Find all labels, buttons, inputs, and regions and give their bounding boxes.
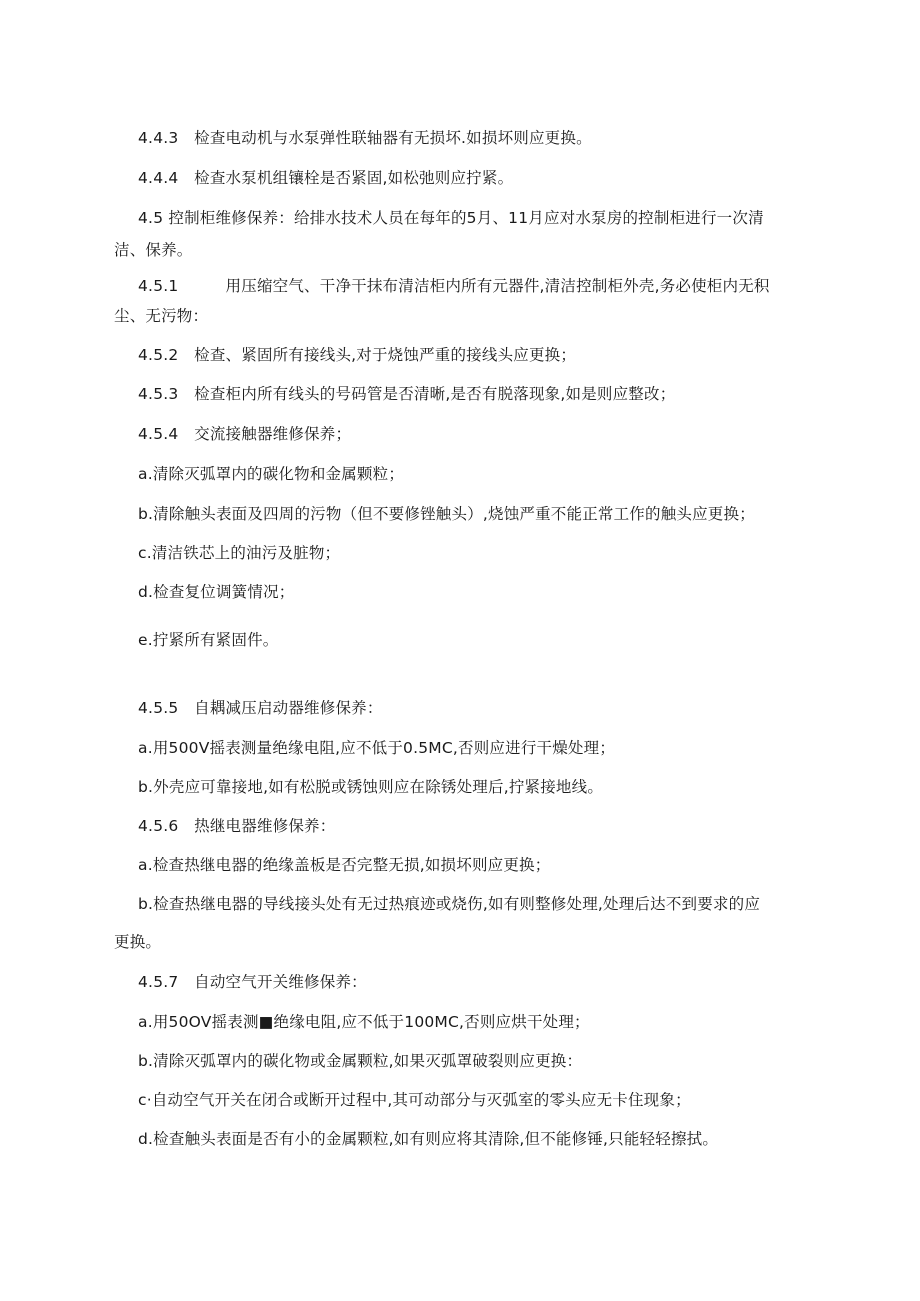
item-4-5-2: 4.5.2 检查、紧固所有接线头,对于烧蚀严重的接线头应更换； xyxy=(138,346,577,364)
item-4-5-4-d: d.检查复位调簧情况； xyxy=(138,583,295,601)
item-4-5-6-b-line-1: b.检查热继电器的导线接头处有无过热痕迹或烧伤,如有则整修处理,处理后达不到要求的应 xyxy=(138,895,761,913)
item-4-5-6-b-line-2: 更换。 xyxy=(114,933,162,951)
item-4-4-4: 4.4.4 检查水泵机组镶栓是否紧固,如松弛则应拧紧。 xyxy=(138,169,514,187)
item-4-5-5: 4.5.5 自耦减压启动器维修保养： xyxy=(138,699,383,717)
item-4-5-4-c: c.清洁铁芯上的油污及脏物； xyxy=(138,544,341,562)
item-4-5-5-b: b.外壳应可靠接地,如有松脱或锈蚀则应在除锈处理后,拧紧接地线。 xyxy=(138,778,604,796)
item-4-5-1-line-1: 4.5.1 用压缩空气、干净干抹布清洁柜内所有元器件,清洁控制柜外壳,务必使柜内无积 xyxy=(138,277,770,295)
section-4-5-line-1: 4.5 控制柜维修保养：给排水技术人员在每年的5月、11月应对水泵房的控制柜进行一次清 xyxy=(138,209,764,227)
item-4-5-7: 4.5.7 自动空气开关维修保养： xyxy=(138,973,367,991)
item-4-5-6: 4.5.6 热继电器维修保养： xyxy=(138,817,336,835)
item-4-4-3: 4.4.3 检查电动机与水泵弹性联轴器有无损坏.如损坏则应更换。 xyxy=(138,129,592,147)
item-4-5-4-b: b.清除触头表面及四周的污物（但不要修锉触头）,烧蚀严重不能正常工作的触头应更换； xyxy=(138,505,755,523)
section-4-5-line-2: 洁、保养。 xyxy=(114,241,193,259)
item-4-5-7-b: b.清除灭弧罩内的碳化物或金属颗粒,如果灭弧罩破裂则应更换： xyxy=(138,1052,583,1070)
item-4-5-7-a: a.用50OV摇表测■绝缘电阻,应不低于100MC,否则应烘干处理； xyxy=(138,1013,590,1031)
item-4-5-6-a: a.检查热继电器的绝缘盖板是否完整无损,如损坏则应更换； xyxy=(138,856,551,874)
item-4-5-7-d: d.检查触头表面是否有小的金属颗粒,如有则应将其清除,但不能修锤,只能轻轻擦拭。 xyxy=(138,1130,719,1148)
item-4-5-7-c: c·自动空气开关在闭合或断开过程中,其可动部分与灭弧室的零头应无卡住现象； xyxy=(138,1091,691,1109)
item-4-5-4-e: e.拧紧所有紧固件。 xyxy=(138,631,279,649)
item-4-5-3: 4.5.3 检查柜内所有线头的号码管是否清晰,是否有脱落现象,如是则应整改； xyxy=(138,385,676,403)
item-4-5-4: 4.5.4 交流接触器维修保养； xyxy=(138,425,352,443)
item-4-5-1-line-2: 尘、无污物： xyxy=(114,307,209,325)
item-4-5-4-a: a.清除灭弧罩内的碳化物和金属颗粒； xyxy=(138,465,405,483)
item-4-5-5-a: a.用500V摇表测量绝缘电阻,应不低于0.5MC,否则应进行干燥处理； xyxy=(138,739,616,757)
